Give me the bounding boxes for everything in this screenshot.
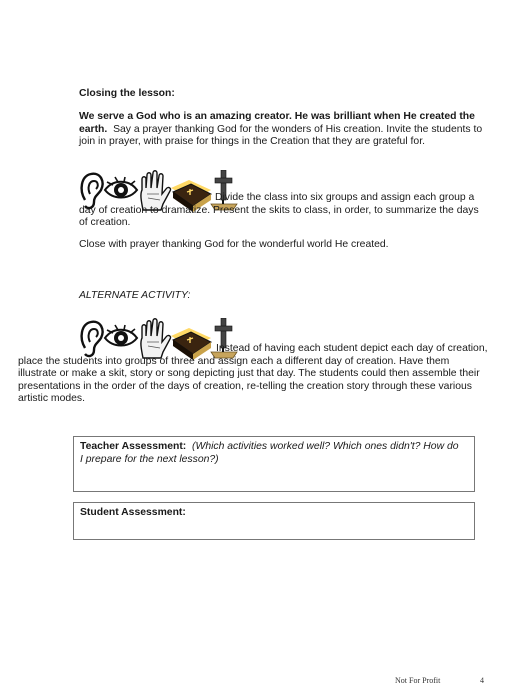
alternate-activity-heading: ALTERNATE ACTIVITY: (79, 290, 191, 301)
closing-prayer-text: Close with prayer thanking God for the wonderful world He created. (79, 239, 389, 250)
teacher-assessment-content (80, 441, 460, 466)
alternate-paragraph: Instead of having each student depict each day of creation, place the students into groups of three and assign each a different day of creation. Have them illustrate or make a skit, story or song depicting just that day. The students could then assemble their presentations in the order of the days of creation, re-telling the creation story through these various artistic modes. (18, 343, 488, 404)
student-assessment-label: Student Assessment: (80, 507, 186, 518)
teacher-assessment-label: Teacher Assessment: (80, 441, 187, 452)
teacher-assessment-prompt: (Which activities worked well? Which ones didn't? How do I prepare for the next lesson?) (80, 441, 459, 465)
closing-text: Say a prayer thanking God for the wonders of His creation. Invite the students to join in prayer, with praise for things in the Creation that they are grateful for. (79, 123, 483, 147)
teacher-assessment-box (73, 436, 475, 492)
student-assessment-box (73, 502, 475, 540)
page-number: 4 (480, 676, 484, 685)
closing-bold-text: We serve a God who is an amazing creator. He was brilliant when He created the earth. (79, 111, 475, 135)
activity-paragraph: Divide the class into six groups and assign each group a day of creation to dramatize. Present the skits to class, in order, to summarize the days of creation. (79, 192, 479, 228)
closing-heading: Closing the lesson: (79, 88, 175, 99)
closing-paragraph (79, 111, 484, 149)
footer-text: Not For Profit (395, 676, 441, 685)
